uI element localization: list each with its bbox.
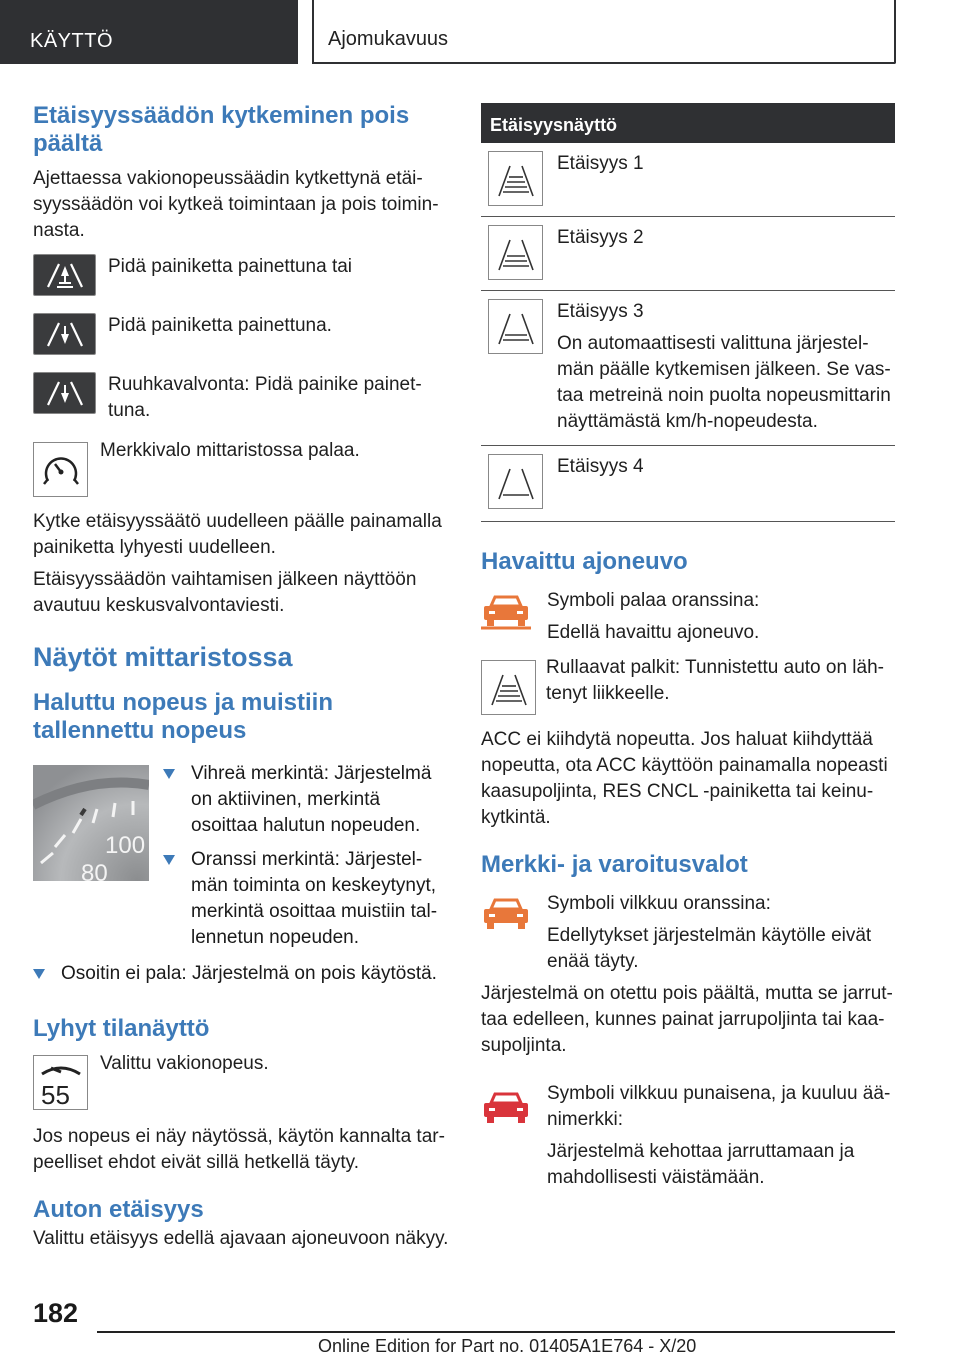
left-column bbox=[33, 100, 449, 1252]
speedo-label-100: 100 bbox=[105, 832, 146, 859]
rolling-row bbox=[481, 657, 895, 715]
footer-divider bbox=[97, 1331, 895, 1333]
section-tab: KÄYTTÖ bbox=[0, 0, 298, 64]
warning-text-4: Järjestelmä kehottaa jarruttamaan ja mahdollisesti väistämään. bbox=[547, 1141, 855, 1188]
para-message: Etäisyyssäädön vaihtamisen jälkeen näyttöön avautuu keskusvalvontaviesti. bbox=[33, 569, 417, 616]
heading-switch-off: Etäisyyssäädön kytkeminen pois päältä bbox=[33, 102, 410, 157]
heading-distance: Auton etäisyys bbox=[33, 1196, 204, 1223]
page-number: 182 bbox=[33, 1298, 79, 1328]
orange-car-icon bbox=[481, 592, 537, 632]
distance-button-icon bbox=[33, 254, 96, 296]
detected-text-1: Symboli palaa oranssina: bbox=[547, 590, 760, 611]
traffic-jam-button-icon bbox=[33, 372, 96, 414]
detected-row bbox=[481, 588, 895, 646]
heading-desired-speed: Haluttu nopeus ja muistiin tallennettu nopeus bbox=[33, 689, 334, 744]
distance-3-label: Etäisyys 3 bbox=[557, 301, 644, 322]
speedo-label-80: 80 bbox=[81, 860, 108, 881]
heading-warning-lights: Merkki- ja varoitusvalot bbox=[481, 851, 748, 878]
chapter-title: Ajomukavuus bbox=[312, 0, 896, 64]
triangle-bullet-icon bbox=[163, 769, 175, 779]
indicator-text: Merkkivalo mittaristossa palaa. bbox=[100, 440, 360, 461]
table-row bbox=[481, 446, 895, 522]
edition-text: Online Edition for Part no. 01405A1E764 - X/20 bbox=[318, 1336, 697, 1356]
para-acc: ACC ei kiihdytä nopeutta. Jos haluat kiihdyttää nopeutta, ota ACC käyttöön painamalla nopeasti kaasupoljinta, RES CNCL -painiketta tai keinukytkintä. bbox=[481, 729, 888, 828]
cruise-indicator-icon bbox=[33, 442, 88, 497]
red-car-icon bbox=[481, 1089, 537, 1129]
triangle-bullet-icon bbox=[163, 855, 175, 865]
button-row-1 bbox=[33, 254, 449, 296]
button-row-2 bbox=[33, 313, 449, 355]
triangle-bullet-icon bbox=[33, 969, 45, 979]
button-instr-1: Pidä painiketta painettuna tai bbox=[108, 256, 353, 277]
page-header bbox=[0, 0, 960, 66]
list-item: Oranssi merkintä: Järjestelmän toiminta on keskeytynyt, merkintä osoittaa muistiin tallennetun nopeuden. bbox=[163, 847, 449, 951]
table-row bbox=[481, 143, 895, 217]
warning-orange-row bbox=[481, 891, 895, 975]
table-row bbox=[481, 291, 895, 446]
distance-3-desc: On automaattisesti valittuna järjestelmän päälle kytkemisen jälkeen. Se vastaa metreinä noin puolta nopeusmittarin näyttämästä km/h-nopeudesta. bbox=[557, 333, 891, 432]
right-column bbox=[481, 103, 895, 1191]
heading-cluster: Näytöt mittaristossa bbox=[33, 642, 293, 672]
orange-car-icon bbox=[481, 895, 537, 935]
distance-2-label: Etäisyys 2 bbox=[557, 227, 644, 248]
list-item: Vihreä merkintä: Järjestelmä on aktiivinen, merkintä osoittaa halutun nopeuden. bbox=[163, 761, 449, 839]
set-speed-value: 55 bbox=[40, 1079, 70, 1108]
para-distance: Valittu etäisyys edellä ajavaan ajoneuvoon näkyy. bbox=[33, 1228, 449, 1249]
warning-text-1: Symboli vilkkuu oranssina: bbox=[547, 893, 771, 914]
system-off-bullet bbox=[33, 961, 449, 987]
speedometer-image bbox=[33, 765, 149, 881]
distance-1-label: Etäisyys 1 bbox=[557, 153, 644, 174]
heading-status: Lyhyt tilanäyttö bbox=[33, 1015, 210, 1042]
button-row-3 bbox=[33, 372, 449, 424]
para-status: Jos nopeus ei näy näytössä, käytön kannalta tarpeelliset ehdot eivät sillä hetkellä täyty. bbox=[33, 1126, 445, 1173]
distance-2-icon bbox=[488, 225, 543, 280]
distance-button-icon bbox=[33, 313, 96, 355]
table-header: Etäisyysnäyttö bbox=[481, 103, 895, 143]
rolling-bars-icon bbox=[481, 660, 536, 715]
list-item: Osoitin ei pala: Järjestelmä on pois käytöstä. bbox=[33, 961, 449, 987]
distance-3-icon bbox=[488, 299, 543, 354]
button-instr-3: Ruuhkavalvonta: Pidä painike painettuna. bbox=[108, 374, 422, 421]
para-system-off: Järjestelmä on otettu pois päältä, mutta se jarruttaa edelleen, kunnes painat jarrupoljinta tai kaasupoljinta. bbox=[481, 983, 893, 1056]
set-speed-icon bbox=[33, 1055, 88, 1110]
para-switch-on: Kytke etäisyyssäätö uudelleen päälle painamalla painiketta lyhyesti uudelleen. bbox=[33, 511, 442, 558]
warning-text-3: Symboli vilkkuu punaisena, ja kuuluu äänimerkki: bbox=[547, 1083, 891, 1130]
speed-bullets bbox=[149, 761, 449, 951]
rolling-text: Rullaavat palkit: Tunnistettu auto on lähtenyt liikkeelle. bbox=[546, 657, 884, 704]
distance-table bbox=[481, 103, 895, 522]
button-instr-2: Pidä painiketta painettuna. bbox=[108, 315, 332, 336]
para-switch-off: Ajettaessa vakionopeussäädin kytkettynä etäisyyssäädön voi kytkeä toimintaan ja pois toiminnasta. bbox=[33, 168, 439, 241]
speed-block bbox=[33, 765, 449, 951]
status-text: Valittu vakionopeus. bbox=[100, 1053, 269, 1074]
indicator-row bbox=[33, 442, 449, 497]
distance-4-icon bbox=[488, 454, 543, 509]
table-row bbox=[481, 217, 895, 291]
distance-4-label: Etäisyys 4 bbox=[557, 456, 644, 477]
status-row bbox=[33, 1055, 449, 1110]
warning-red-row bbox=[481, 1081, 895, 1133]
heading-detected: Havaittu ajoneuvo bbox=[481, 548, 688, 575]
distance-1-icon bbox=[488, 151, 543, 206]
detected-text-2: Edellä havaittu ajoneuvo. bbox=[547, 622, 760, 643]
warning-text-2: Edellytykset järjestelmän käytölle eivät enää täyty. bbox=[547, 925, 872, 972]
